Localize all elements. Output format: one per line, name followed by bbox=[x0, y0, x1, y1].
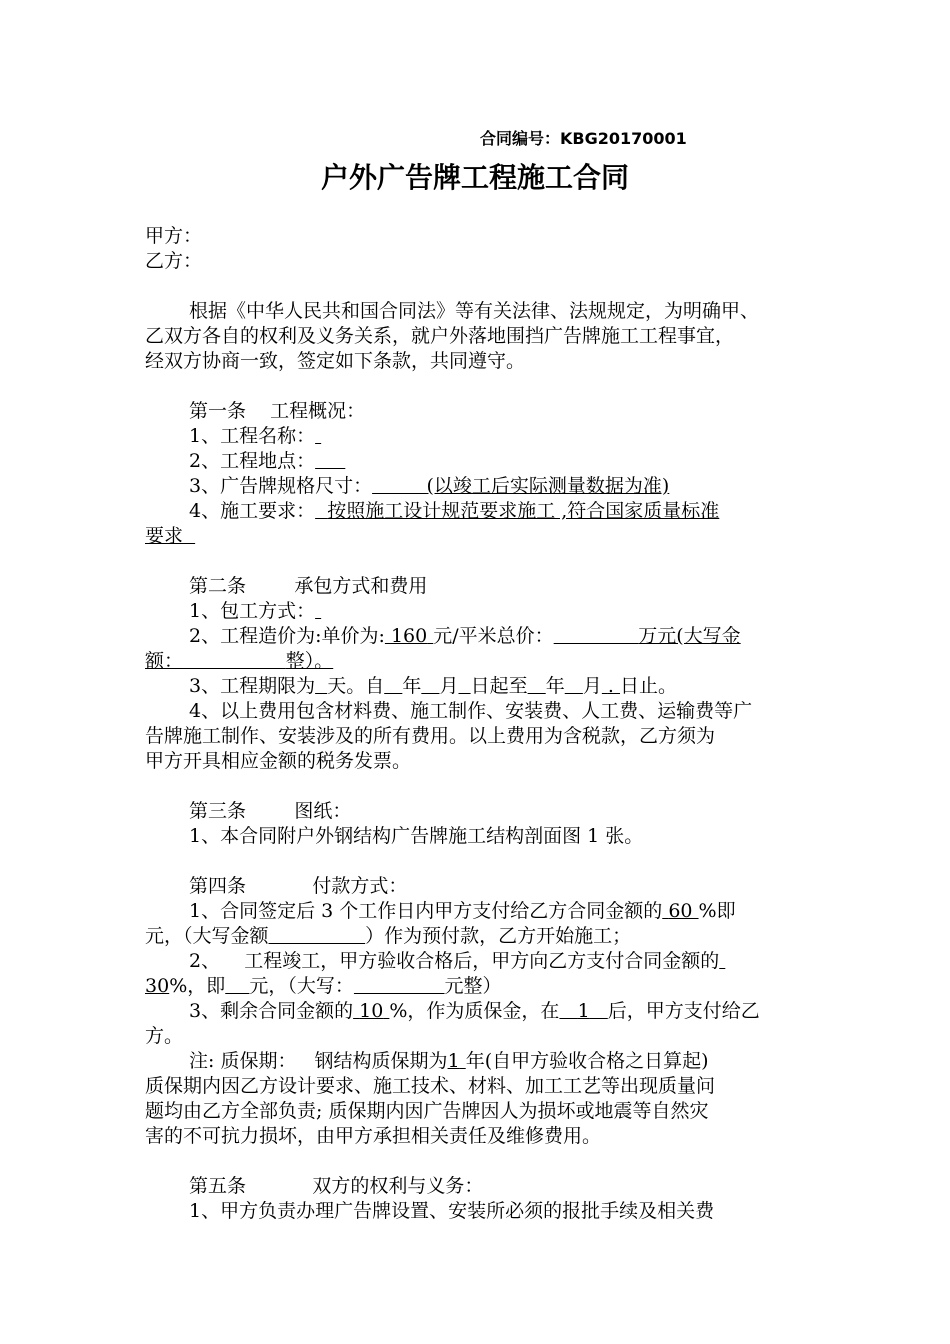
article2-item2-cont: 额： 整）。 bbox=[145, 650, 334, 672]
preamble-line: 乙双方各自的权利及义务关系，就户外落地围挡广告牌施工工程事宜， bbox=[145, 325, 735, 347]
article5-heading: 第五条 双方的权利与义务： bbox=[189, 1175, 484, 1197]
article2-item4-cont: 甲方开具相应金额的税务发票。 bbox=[145, 750, 412, 772]
article2-heading: 第二条 承包方式和费用 bbox=[189, 575, 428, 597]
article1-item3: 3、广告牌规格尺寸： (以竣工后实际测量数据为准) bbox=[189, 475, 670, 497]
contract-number-value: KBG20170001 bbox=[560, 129, 687, 148]
warranty-note-cont: 害的不可抗力损坏，由甲方承担相关责任及维修费用。 bbox=[145, 1125, 602, 1147]
article4-item1: 1、合同签定后 3 个工作日内甲方支付给乙方合同金额的 60 %即 bbox=[189, 900, 736, 922]
contract-number-label: 合同编号： bbox=[480, 129, 561, 148]
article1-item2: 2、工程地点： bbox=[189, 450, 316, 472]
article4-item2: 2、 工程竣工，甲方验收合格后，甲方向乙方支付合同金额的 bbox=[189, 950, 720, 972]
article2-item3: 3、工程期限为 天。自 年 月 日起至 年 月 . 日止。 bbox=[189, 675, 678, 697]
contract-body bbox=[145, 224, 810, 1224]
article5-item1: 1、甲方负责办理广告牌设置、安装所必须的报批手续及相关费 bbox=[189, 1200, 715, 1222]
party-b: 乙方： bbox=[145, 250, 203, 272]
article1-item4-cont: 要求 bbox=[145, 525, 184, 547]
article2-item1: 1、包工方式： bbox=[189, 600, 316, 622]
article2-item4-cont: 告牌施工制作、安装涉及的所有费用。以上费用为含税款，乙方须为 bbox=[145, 725, 716, 747]
party-a: 甲方： bbox=[145, 225, 203, 247]
article1-item4: 4、施工要求： 按照施工设计规范要求施工 ,符合国家质量标准 bbox=[189, 500, 720, 522]
article4-item2-cont: 30%，即 元，（大写： 元整） bbox=[145, 975, 502, 997]
article1-heading: 第一条 工程概况： bbox=[189, 400, 366, 422]
contract-number bbox=[480, 126, 687, 149]
warranty-note-cont: 题均由乙方全部负责; 质保期内因广告牌因人为损坏或地震等自然灾 bbox=[145, 1100, 709, 1122]
article4-item3-cont: 方。 bbox=[145, 1025, 184, 1047]
article3-item1: 1、本合同附户外钢结构广告牌施工结构剖面图 1 张。 bbox=[189, 825, 644, 847]
page-title: 户外广告牌工程施工合同 bbox=[320, 161, 629, 194]
preamble-line: 经双方协商一致，签定如下条款，共同遵守。 bbox=[145, 350, 526, 372]
article2-item4: 4、以上费用包含材料费、施工制作、安装费、人工费、运输费等广 bbox=[189, 700, 753, 722]
article2-item2: 2、工程造价为:单价为: 160 元/平米总价： 万元(大写金 bbox=[189, 625, 741, 647]
article4-heading: 第四条 付款方式： bbox=[189, 875, 408, 897]
warranty-note-cont: 质保期内因乙方设计要求、施工技术、材料、加工工艺等出现质量问 bbox=[145, 1075, 716, 1097]
warranty-note: 注: 质保期： 钢结构质保期为1 年(自甲方验收合格之日算起) bbox=[189, 1050, 709, 1072]
article3-heading: 第三条 图纸： bbox=[189, 800, 352, 822]
article1-item1: 1、工程名称： bbox=[189, 425, 316, 447]
preamble-line: 根据《中华人民共和国合同法》等有关法律、法规规定，为明确甲、 bbox=[189, 300, 760, 322]
article4-item1-cont: 元，（大写金额 ）作为预付款，乙方开始施工； bbox=[145, 925, 632, 947]
article4-item3: 3、剩余合同金额的 10 %，作为质保金，在 1 后，甲方支付给乙 bbox=[189, 1000, 760, 1022]
